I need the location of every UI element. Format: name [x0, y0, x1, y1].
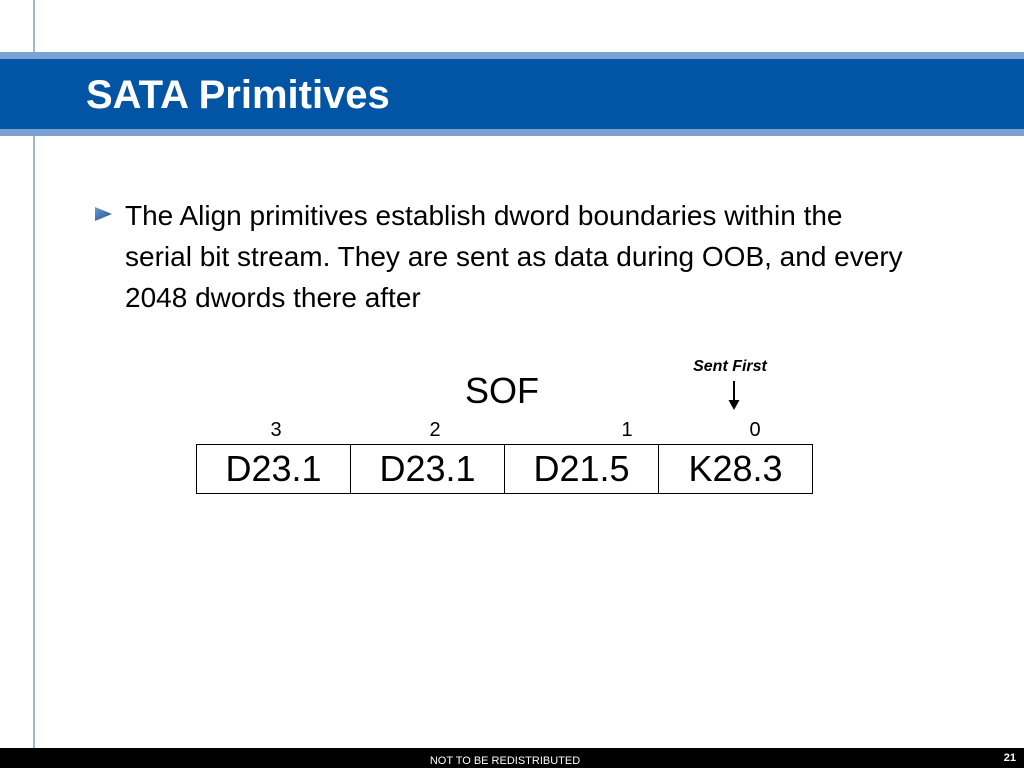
- byte-index-2: 2: [429, 419, 441, 441]
- sof-label: SOF: [464, 370, 539, 411]
- dword-row: [197, 445, 813, 494]
- sof-dword-table: [196, 444, 813, 494]
- title-bar-bottom-stripe: [0, 129, 1024, 136]
- byte-index-0: 0: [749, 419, 761, 441]
- byte-index-1: 1: [621, 419, 633, 441]
- dword-cell-byte-0: K28.3: [659, 445, 813, 494]
- triangle-bullet-icon: [93, 205, 115, 223]
- bullet-text: The Align primitives establish dword boundaries within the serial bit stream. They are sent as data during OOB, and every 2048 dwords there after: [125, 200, 903, 313]
- footer-notice: NOT TO BE REDISTRIBUTED: [429, 755, 581, 767]
- title-bar-top-stripe: [0, 52, 1024, 59]
- dword-cell-byte-2: D23.1: [351, 445, 505, 494]
- dword-cell-byte-1: D21.5: [505, 445, 659, 494]
- page-number: 21: [1003, 752, 1016, 764]
- byte-index-3: 3: [270, 419, 282, 441]
- down-arrow-icon: [727, 381, 741, 411]
- slide-title: SATA Primitives: [86, 73, 390, 117]
- sent-first-label: Sent First: [693, 358, 767, 375]
- dword-cell-byte-3: D23.1: [197, 445, 351, 494]
